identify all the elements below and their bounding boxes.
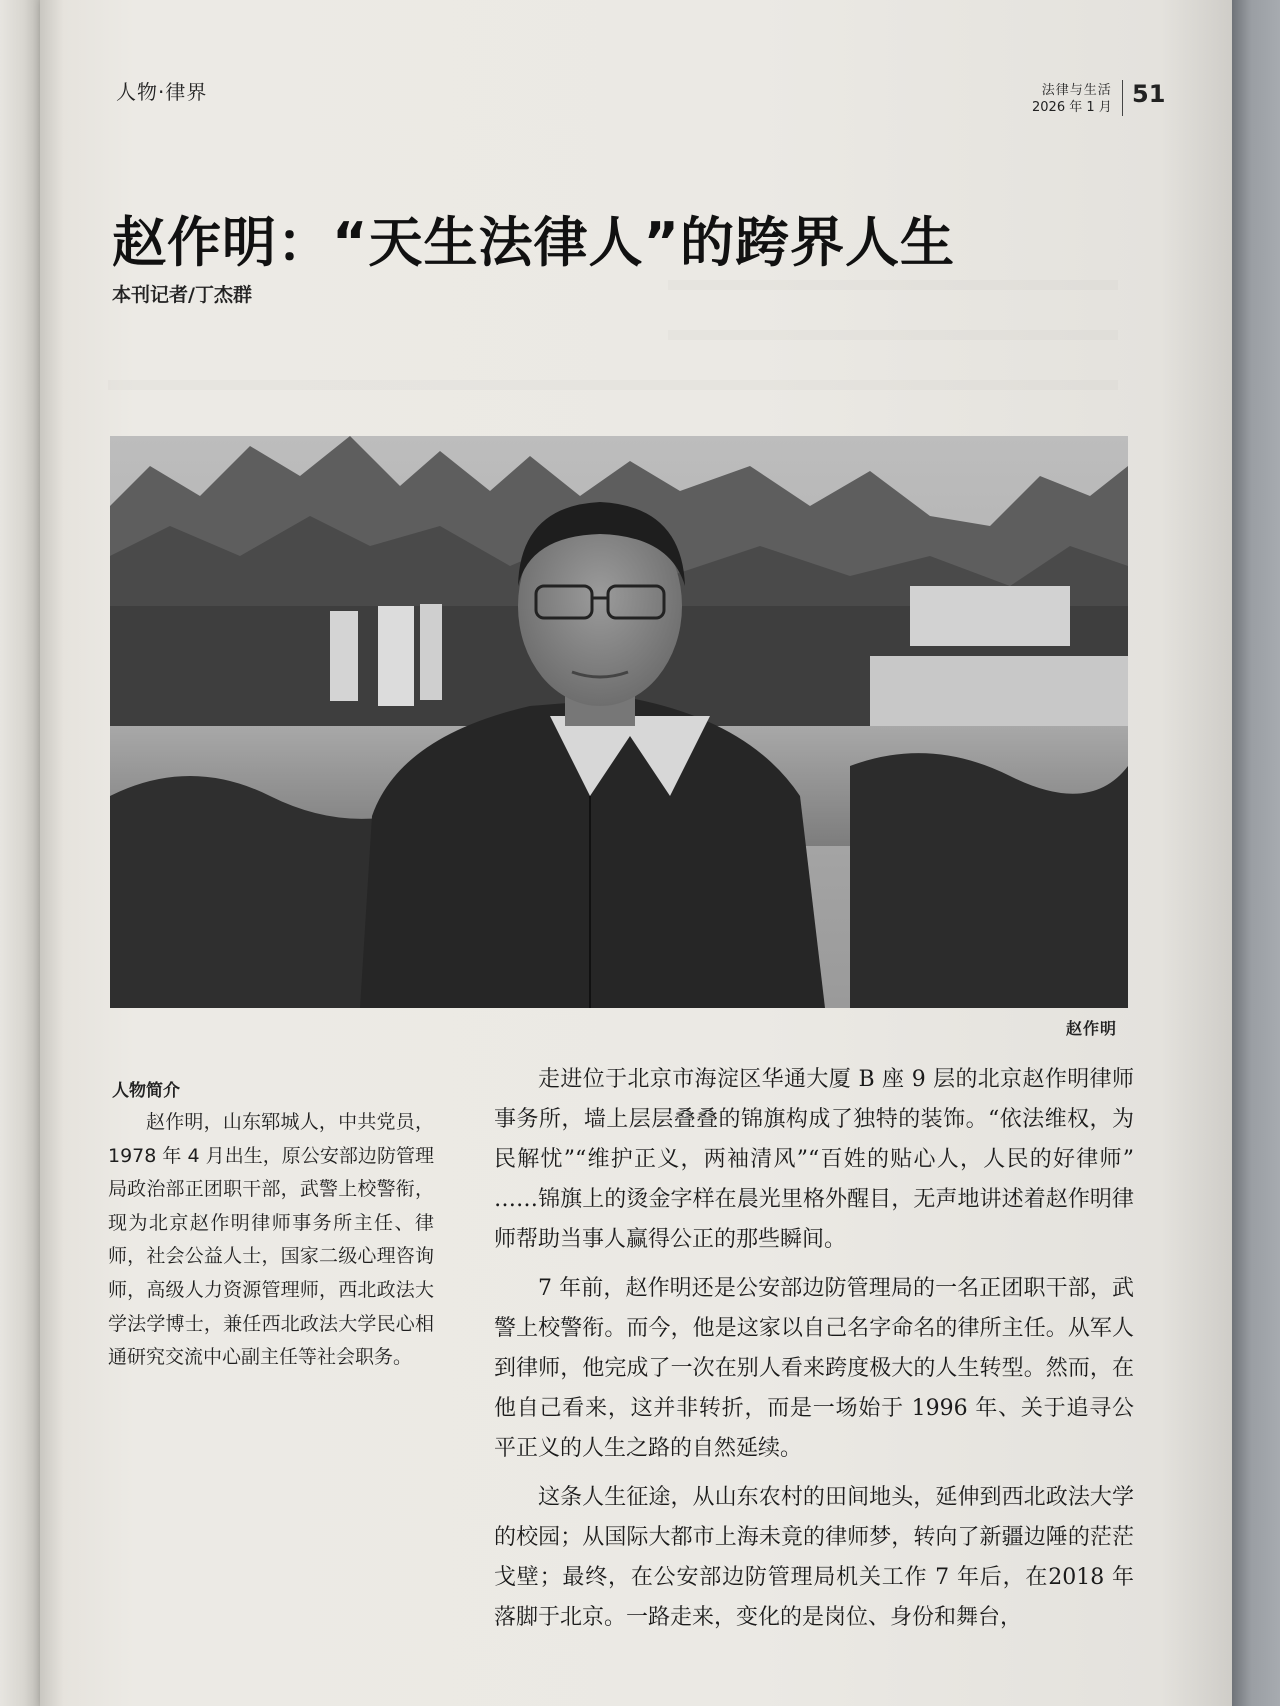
- page-edge-shadow: [1232, 0, 1280, 1706]
- article-title: 赵作明：“天生法律人”的跨界人生: [112, 211, 955, 274]
- issue-date: 2026 年 1 月: [1032, 100, 1112, 115]
- article-paragraph: 7 年前，赵作明还是公安部边防管理局的一名正团职干部，武警上校警衔。而今，他是这家以自己名字命名的律所主任。从军人到律师，他完成了一次在别人看来跨度极大的人生转型。然而，在他自己看来，这并非转折，而是一场始于 1996 年、关于追寻公平正义的人生之路的自然延续。: [494, 1276, 1134, 1461]
- sidebar-body: 赵作明，山东郓城人，中共党员，1978 年 4 月出生，原公安部边防管理局政治部正团职干部，武警上校警衔，现为北京赵作明律师事务所主任、律师，社会公益人士，国家二级心理咨询师，高级人力资源管理师，西北政法大学法学博士，兼任西北政法大学民心相通研究交流中心副主任等社会职务。: [108, 1111, 434, 1369]
- byline: 本刊记者/丁杰群: [112, 284, 252, 306]
- article-paragraph: 这条人生征途，从山东农村的田间地头，延伸到西北政法大学的校园；从国际大都市上海未竟的律师梦，转向了新疆边陲的茫茫戈壁；最终，在公安部边防管理局机关工作 7 年后，在2018 年落脚于北京。一路走来，变化的是岗位、身份和舞台，: [494, 1485, 1134, 1630]
- portrait-photo: [110, 436, 1128, 1008]
- article-paragraph: 走进位于北京市海淀区华通大厦 B 座 9 层的北京赵作明律师事务所，墙上层层叠叠的锦旗构成了独特的装饰。“依法维权，为民解忧”“维护正义，两袖清风”“百姓的贴心人，人民的好律师” ……锦旗上的烫金字样在晨光里格外醒目，无声地讲述着赵作明律师帮助当事人赢得公正的那些瞬间。: [494, 1067, 1134, 1252]
- article-body: [494, 1060, 1134, 1647]
- header-divider: [1122, 80, 1123, 116]
- magazine-meta: [1032, 82, 1112, 116]
- page-number: 51: [1132, 80, 1166, 108]
- sidebar-title: 人物简介: [112, 1081, 180, 1101]
- photo-illustration: [110, 436, 1128, 1008]
- photo-caption: 赵作明: [1066, 1019, 1118, 1038]
- magazine-name: 法律与生活: [1041, 83, 1112, 98]
- page-spine: [0, 0, 40, 1706]
- section-tag: 人物·律界: [116, 80, 208, 104]
